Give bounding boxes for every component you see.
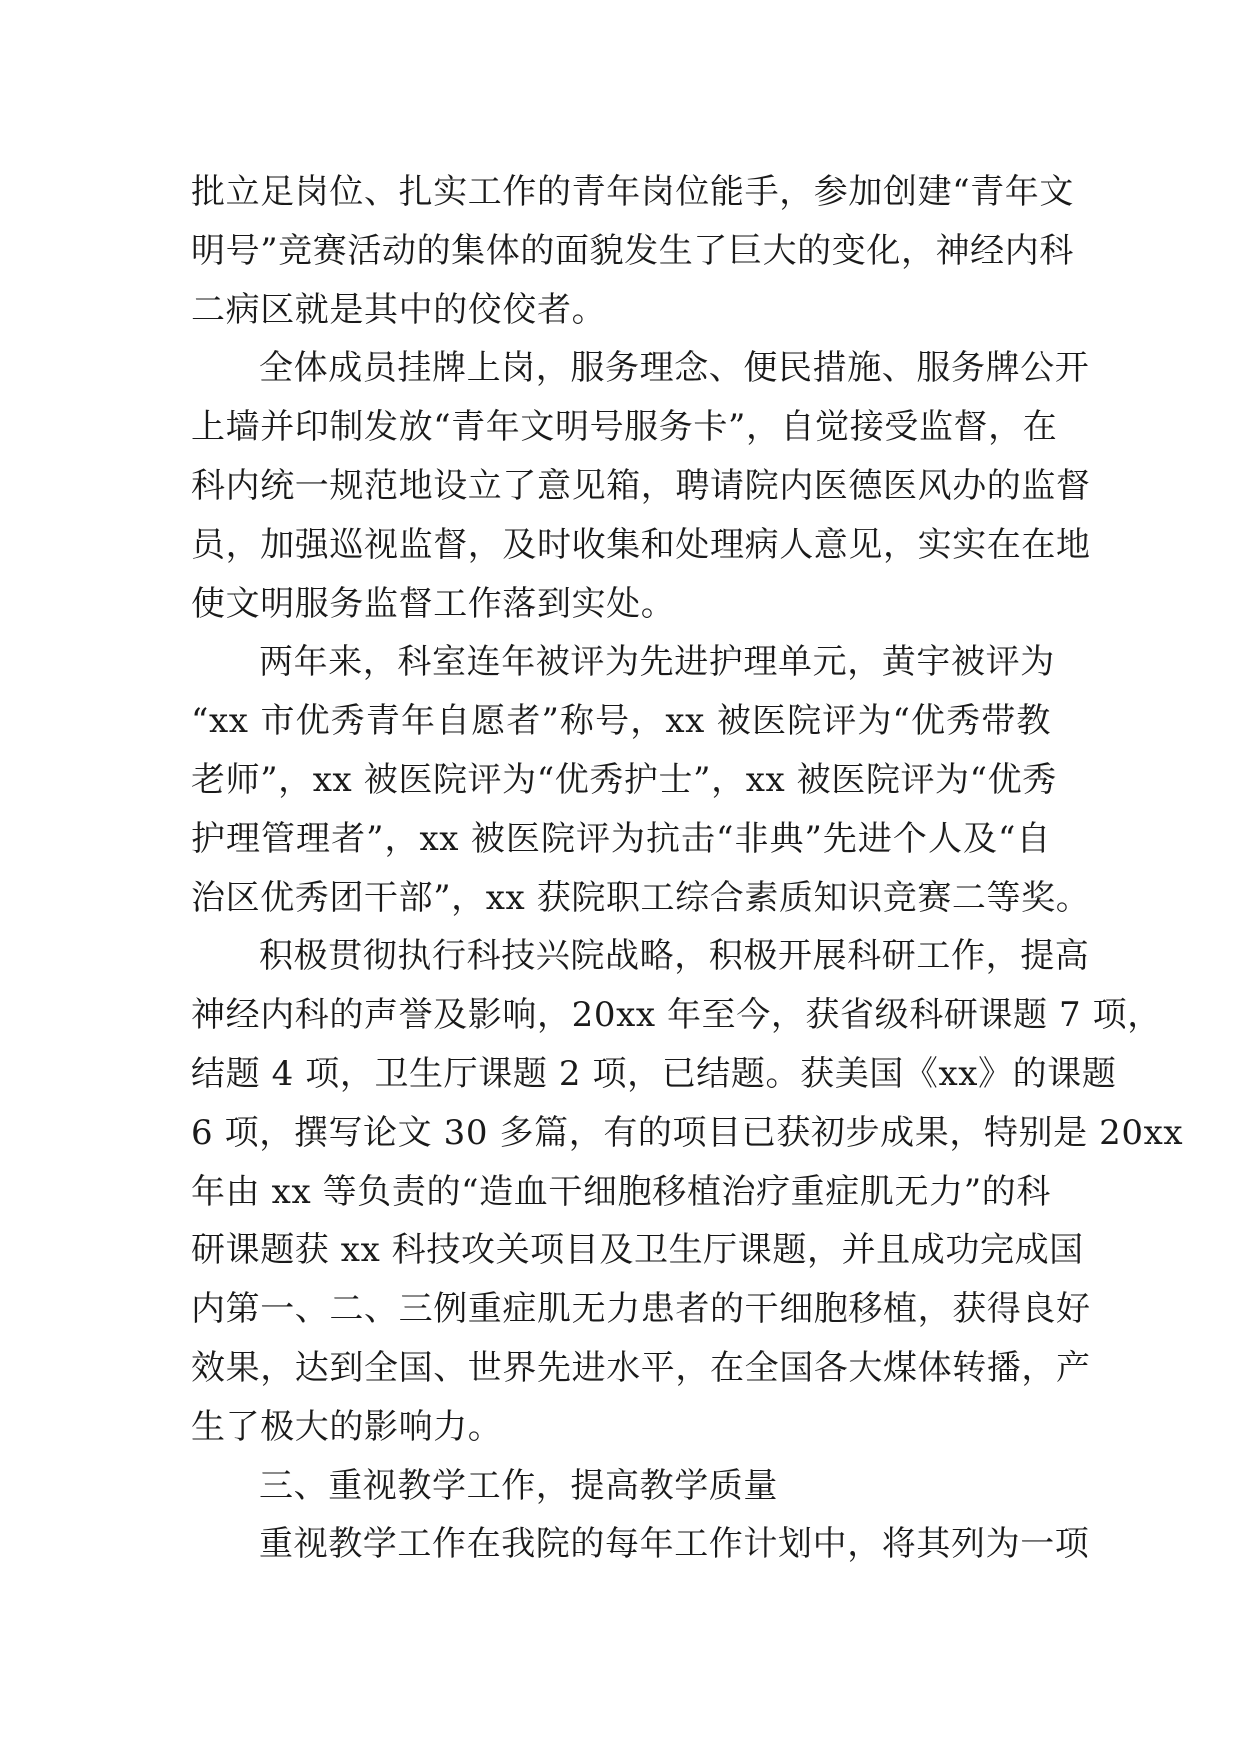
text-line: 两年来，科室连年被评为先进护理单元，黄宇被评为: [259, 642, 1055, 683]
text-line: 二病区就是其中的佼佼者。: [191, 289, 607, 330]
text-line: 内第一、二、三例重症肌无力患者的干细胞移植，获得良好: [191, 1289, 1091, 1330]
text-line: 三、重视教学工作，提高教学质量: [259, 1465, 778, 1506]
document-body: [191, 163, 1184, 1574]
text-line: 重视教学工作在我院的每年工作计划中，将其列为一项: [259, 1524, 1090, 1565]
paragraph-6: [191, 1515, 1090, 1574]
text-line: 神经内科的声誉及影响，20xx 年至今，获省级科研课题 7 项，: [191, 995, 1162, 1036]
paragraph-1: [191, 163, 1074, 339]
text-line: 全体成员挂牌上岗，服务理念、便民措施、服务牌公开: [259, 348, 1090, 389]
text-line: 使文明服务监督工作落到实处。: [191, 583, 676, 624]
paragraph-2: [191, 339, 1091, 633]
text-line: 效果，达到全国、世界先进水平，在全国各大煤体转播，产: [191, 1347, 1091, 1388]
text-line: 批立足岗位、扎实工作的青年岗位能手，参加创建“青年文: [191, 172, 1074, 212]
text-line: 生了极大的影响力。: [191, 1406, 503, 1447]
text-line: 6 项，撰写论文 30 多篇，有的项目已获初步成果，特别是 20xx: [191, 1112, 1184, 1153]
text-line: 老师”，xx 被医院评为“优秀护士”，xx 被医院评为“优秀: [191, 759, 1057, 800]
text-line: “xx 市优秀青年自愿者”称号，xx 被医院评为“优秀带教: [191, 701, 1051, 742]
text-line: 上墙并印制发放“青年文明号服务卡”，自觉接受监督，在: [191, 407, 1058, 448]
text-line: 结题 4 项，卫生厅课题 2 项，已结题。获美国《xx》的课题: [191, 1053, 1117, 1094]
text-line: 年由 xx 等负责的“造血干细胞移植治疗重症肌无力”的科: [191, 1171, 1051, 1212]
paragraph-3: [191, 633, 1091, 927]
text-line: 治区优秀团干部”，xx 获院职工综合素质知识竞赛二等奖。: [191, 877, 1091, 918]
text-line: 明号”竞赛活动的集体的面貌发生了巨大的变化，神经内科: [191, 230, 1074, 271]
text-line: 护理管理者”，xx 被医院评为抗击“非典”先进个人及“自: [191, 818, 1051, 859]
section-heading: [191, 1457, 1051, 1516]
text-line: 研课题获 xx 科技攻关项目及卫生厅课题，并且成功完成国: [191, 1230, 1084, 1271]
paragraph-4: [191, 927, 1184, 1456]
text-line: 积极贯彻执行科技兴院战略，积极开展科研工作，提高: [259, 936, 1090, 977]
text-line: 科内统一规范地设立了意见箱，聘请院内医德医风办的监督: [191, 465, 1091, 506]
text-line: 员，加强巡视监督，及时收集和处理病人意见，实实在在地: [191, 524, 1091, 565]
